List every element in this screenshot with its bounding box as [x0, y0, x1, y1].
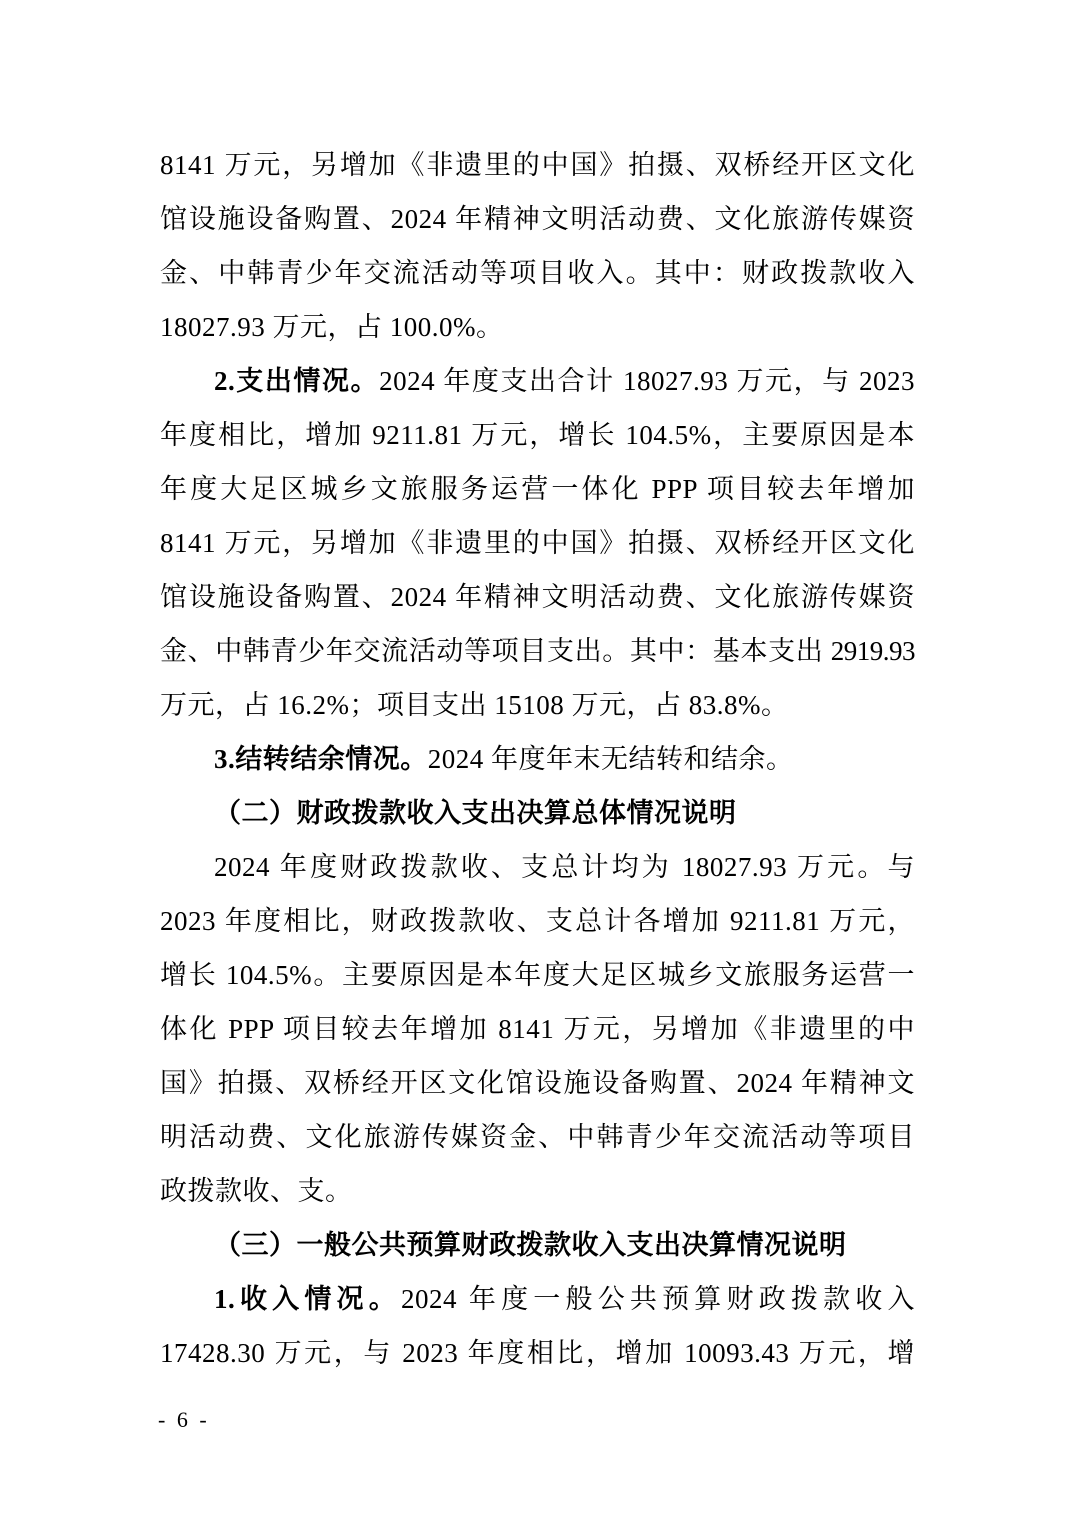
text-run: 金、中韩青少年交流活动等项目支出。其中：基本支出 2919.93 — [160, 636, 915, 666]
text-run-bold: 3.结转结余情况。 — [214, 744, 428, 774]
text-run: 2024 年度支出合计 18027.93 万元，与 2023 — [379, 366, 916, 396]
text-run: 17428.30 万元，与 2023 年度相比，增加 10093.43 万元，增 — [160, 1338, 915, 1368]
text-run: 年度相比，增加 9211.81 万元，增长 104.5%，主要原因是本 — [160, 420, 915, 450]
text-line — [160, 1326, 915, 1380]
text-run: 2024 年度年末无结转和结余。 — [427, 744, 794, 774]
text-line — [160, 138, 915, 192]
text-line — [160, 462, 915, 516]
text-run: 2024 年度财政拨款收、支总计均为 18027.93 万元。与 — [214, 852, 915, 882]
text-run: 政拨款收、支。 — [160, 1176, 353, 1206]
text-line — [160, 1164, 915, 1218]
text-run: 增长 104.5%。主要原因是本年度大足区城乡文旅服务运营一 — [160, 960, 915, 990]
page-number: - 6 - — [158, 1407, 210, 1432]
text-line — [160, 408, 915, 462]
text-line — [160, 1272, 915, 1326]
text-line — [160, 678, 915, 732]
text-run: 万元，占 16.2%；项目支出 15108 万元，占 83.8%。 — [160, 690, 789, 720]
text-line — [160, 354, 915, 408]
text-line — [160, 840, 915, 894]
text-run-bold: 1.收入情况。 — [214, 1284, 401, 1314]
text-line — [160, 1002, 915, 1056]
text-line — [160, 948, 915, 1002]
text-line — [160, 246, 915, 300]
text-run: 年度大足区城乡文旅服务运营一体化 PPP 项目较去年增加 — [160, 474, 915, 504]
text-run: 2023 年度相比，财政拨款收、支总计各增加 9211.81 万元， — [160, 906, 915, 936]
text-run: 金、中韩青少年交流活动等项目收入。其中：财政拨款收入 — [160, 258, 915, 288]
text-run: 馆设施设备购置、2024 年精神文明活动费、文化旅游传媒资 — [160, 582, 915, 612]
text-run: 18027.93 万元，占 100.0%。 — [160, 312, 504, 342]
text-line — [160, 192, 915, 246]
text-line — [160, 786, 915, 840]
text-line — [160, 624, 915, 678]
text-line — [160, 732, 915, 786]
text-run: 2024 年度一般公共预算财政拨款收入 — [400, 1284, 916, 1314]
text-line — [160, 1056, 915, 1110]
text-line — [160, 1110, 915, 1164]
text-line — [160, 1218, 915, 1272]
text-run: 体化 PPP 项目较去年增加 8141 万元，另增加《非遗里的中 — [160, 1014, 915, 1044]
text-run: 馆设施设备购置、2024 年精神文明活动费、文化旅游传媒资 — [160, 204, 915, 234]
text-run-bold: 2.支出情况。 — [214, 366, 380, 396]
text-run-bold: （三）一般公共预算财政拨款收入支出决算情况说明 — [214, 1230, 847, 1260]
text-line — [160, 894, 915, 948]
text-run: 明活动费、文化旅游传媒资金、中韩青少年交流活动等项目 — [160, 1122, 915, 1152]
text-line — [160, 570, 915, 624]
text-run: 国》拍摄、双桥经开区文化馆设施设备购置、2024 年精神文 — [160, 1068, 915, 1098]
text-line — [160, 516, 915, 570]
text-run-bold: （二）财政拨款收入支出决算总体情况说明 — [214, 798, 737, 828]
text-line — [160, 300, 915, 354]
text-run: 8141 万元，另增加《非遗里的中国》拍摄、双桥经开区文化 — [160, 528, 915, 558]
text-run: 8141 万元，另增加《非遗里的中国》拍摄、双桥经开区文化 — [160, 150, 915, 180]
document-body — [160, 138, 915, 1380]
